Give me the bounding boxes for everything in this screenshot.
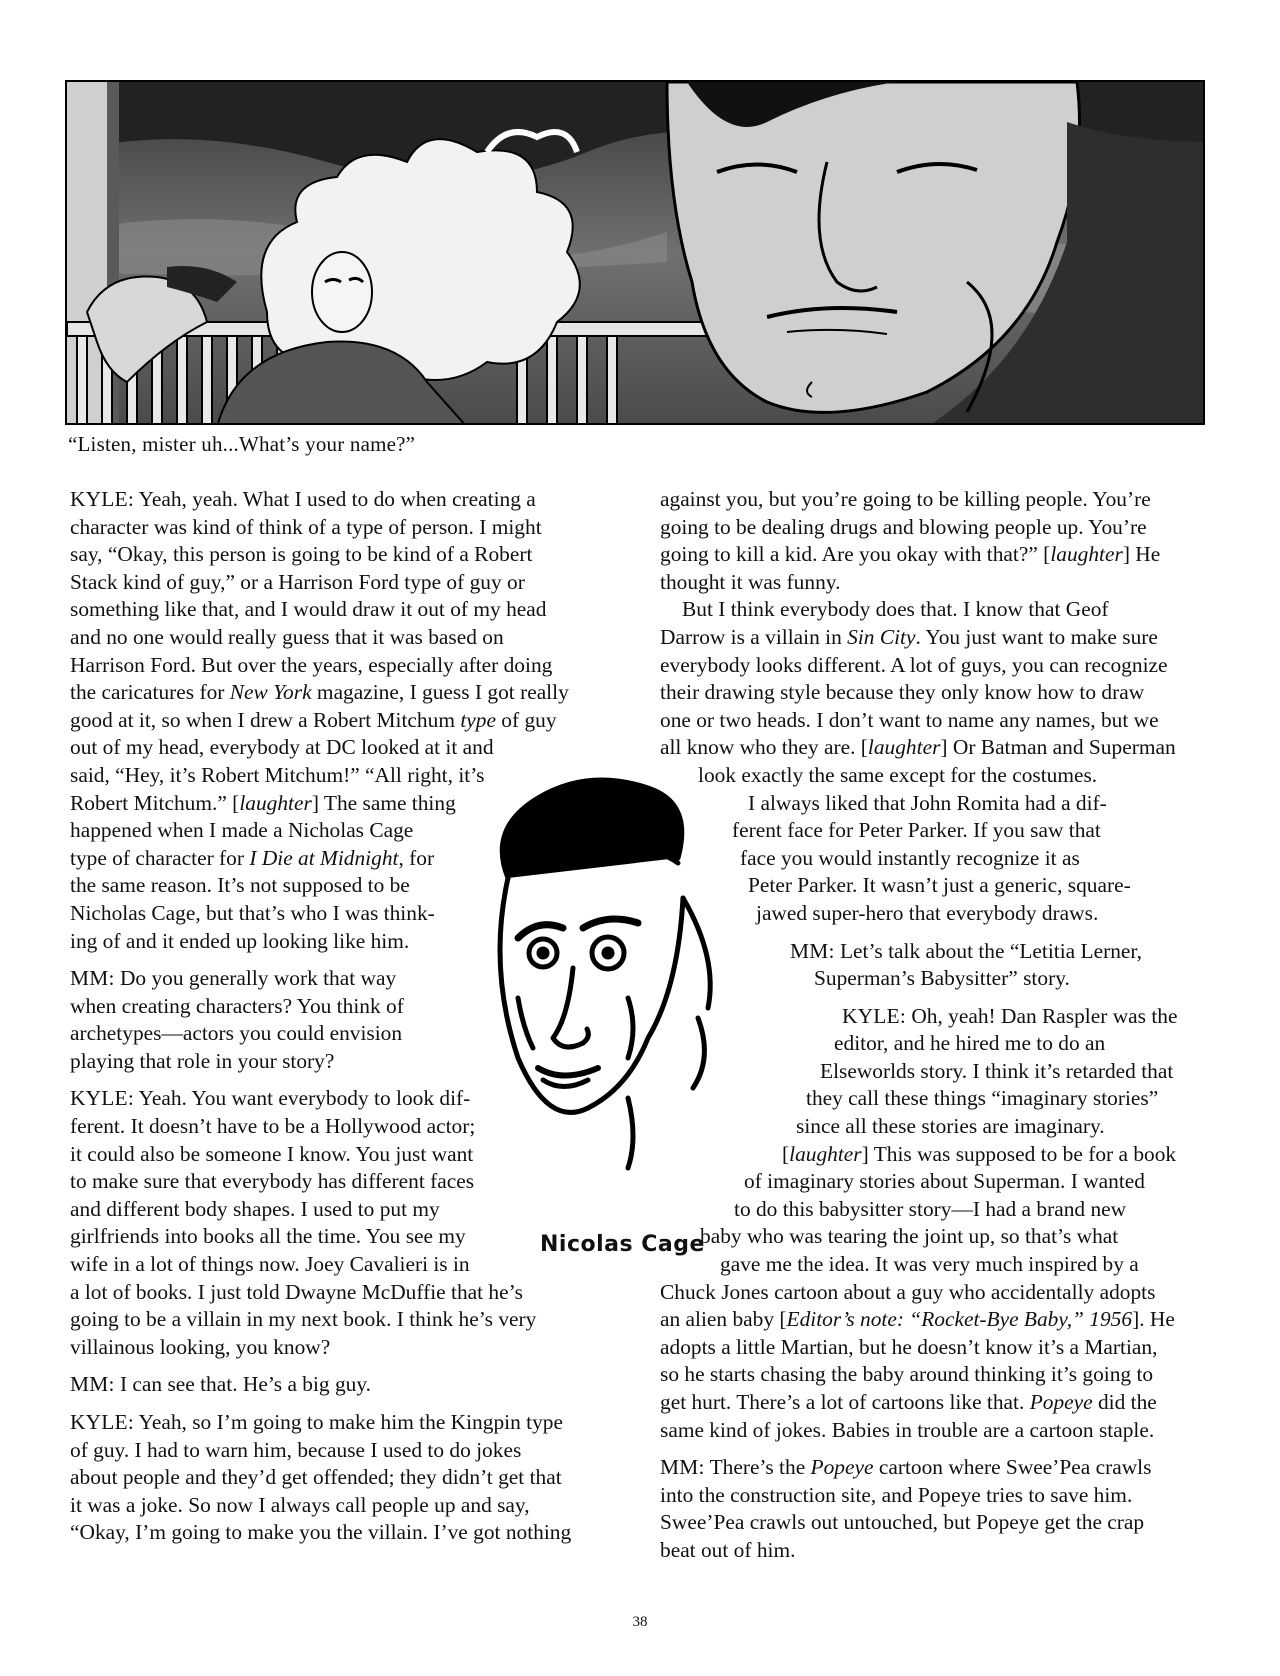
text-line: Darrow is a villain in Sin City. You just want to make sure — [660, 624, 1158, 649]
text-line: girlfriends into books all the time. You see my — [70, 1224, 466, 1249]
magazine-title: New York — [229, 680, 312, 705]
paragraph — [70, 1371, 615, 1399]
portrait-label: Nicolas Cage — [540, 1232, 705, 1257]
text-line: look exactly the same except for the costumes. — [698, 762, 1098, 787]
text-line: face you would instantly recognize it as — [740, 845, 1080, 870]
text-line: editor, and he hired me to do an — [834, 1031, 1106, 1056]
text-line: Yeah, yeah. What I used to do when creating a — [138, 487, 536, 511]
caricature-drawing — [478, 768, 738, 1228]
text-line: of guy. I had to warn him, because I used to do jokes — [70, 1437, 522, 1462]
text-line: archetypes—actors you could envision — [70, 1021, 403, 1046]
text-line: “Okay, I’m going to make you the villain. I’ve got nothing — [70, 1520, 572, 1545]
text-line: against you, but you’re going to be killing people. You’re — [660, 487, 1151, 511]
paragraph — [660, 486, 1205, 596]
text-line: to make sure that everybody has different faces — [70, 1169, 475, 1194]
text-line: Do you generally work that way — [119, 966, 397, 991]
text-line: their drawing style because they only know how to draw — [660, 680, 1145, 705]
comic-panel-art — [67, 82, 1205, 425]
text-line: Let’s talk about the “Letitia Lerner, — [839, 938, 1143, 963]
text-line: about people and they’d get offended; they didn’t get that — [70, 1465, 562, 1490]
paragraph — [660, 938, 1205, 993]
text-line: [laughter] This was supposed to be for a book — [782, 1141, 1177, 1166]
speaker-label: KYLE: — [70, 487, 134, 511]
page-number: 38 — [632, 1614, 648, 1630]
text-line: Harrison Ford. But over the years, especially after doing — [70, 652, 553, 677]
text-line: when creating characters? You think of — [70, 993, 404, 1018]
text-line: jawed super-hero that everybody draws. — [756, 900, 1099, 925]
text-line: Stack kind of guy,” or a Harrison Ford type of guy or — [70, 569, 525, 594]
text-line: beat out of him. — [660, 1537, 796, 1562]
text-line: But I think everybody does that. I know that Geof — [682, 597, 1109, 622]
book-title: I Die at Midnight — [249, 845, 399, 870]
text-line: Swee’Pea crawls out untouched, but Popeye get the crap — [660, 1510, 1145, 1535]
text-line: playing that role in your story? — [70, 1048, 335, 1073]
right-column — [660, 486, 1205, 1565]
speaker-label: MM: — [660, 1455, 705, 1480]
text-line: so he starts chasing the baby around thinking it’s going to — [660, 1362, 1154, 1387]
paragraph — [660, 1003, 1205, 1445]
text-line: Chuck Jones cartoon about a guy who accidentally adopts — [660, 1279, 1156, 1304]
text-line: baby who was tearing the joint up, so that’s what — [700, 1224, 1119, 1249]
text-line: the caricatures for New York magazine, I guess I got really — [70, 680, 569, 705]
text-line: going to kill a kid. Are you okay with that?” [laughter] He — [660, 542, 1161, 567]
paragraph — [660, 790, 1205, 928]
comic-panel-illustration — [65, 80, 1205, 425]
text-line: say, “Okay, this person is going to be kind of a Robert — [70, 542, 533, 567]
text-line: all know who they are. [laughter] Or Batman and Superman — [660, 735, 1176, 760]
text-line: it could also be someone I know. You just want — [70, 1141, 474, 1166]
text-line: and no one would really guess that it was based on — [70, 624, 504, 649]
text-line: one or two heads. I don’t want to name any names, but we — [660, 707, 1159, 732]
text-line: and different body shapes. I used to put my — [70, 1196, 440, 1221]
speaker-label: KYLE: — [70, 1086, 134, 1111]
text-line: Elseworlds story. I think it’s retarded that — [820, 1058, 1174, 1083]
text-line: everybody looks different. A lot of guys, you can recognize — [660, 652, 1168, 677]
text-line: character was kind of think of a type of person. I might — [70, 514, 542, 539]
text-line: thought it was funny. — [660, 569, 841, 594]
text-line: of imaginary stories about Superman. I wanted — [744, 1169, 1145, 1194]
text-line: Robert Mitchum.” [laughter] The same thing — [70, 790, 456, 815]
text-line: Superman’s Babysitter” story. — [814, 966, 1070, 991]
caricature-portrait — [478, 768, 738, 1228]
text-line: Oh, yeah! Dan Raspler was the — [911, 1003, 1178, 1028]
speaker-label: KYLE: — [842, 1003, 906, 1028]
text-line: the same reason. It’s not supposed to be — [70, 873, 410, 898]
text-line: happened when I made a Nicholas Cage — [70, 818, 414, 843]
paragraph — [660, 596, 1205, 789]
text-line: get hurt. There’s a lot of cartoons like that. Popeye did the — [660, 1390, 1157, 1414]
text-line: going to be dealing drugs and blowing people up. You’re — [660, 514, 1147, 539]
text-line: I always liked that John Romita had a dif- — [748, 790, 1107, 815]
text-line: adopts a little Martian, but he doesn’t know it’s a Martian, — [660, 1334, 1158, 1359]
text-line: wife in a lot of things now. Joey Cavalieri is in — [70, 1252, 470, 1277]
text-line: ferent. It doesn’t have to be a Hollywood actor; — [70, 1114, 476, 1139]
speaker-label: MM: — [70, 966, 115, 991]
text-line: out of my head, everybody at DC looked at it and — [70, 735, 494, 760]
text-line: ferent face for Peter Parker. If you saw that — [732, 818, 1101, 843]
text-line: I can see that. He’s a big guy. — [119, 1372, 372, 1397]
comic-title: Sin City — [847, 624, 916, 649]
text-line: type of character for I Die at Midnight, for — [70, 845, 435, 870]
text-line: Yeah, so I’m going to make him the Kingpin type — [138, 1410, 563, 1434]
text-line: they call these things “imaginary stories” — [806, 1086, 1159, 1111]
editor-note: Editor’s note: “Rocket-Bye Baby,” 1956 — [786, 1307, 1133, 1332]
paragraph — [70, 1409, 615, 1547]
speaker-label: KYLE: — [70, 1410, 134, 1434]
text-line: same kind of jokes. Babies in trouble are a cartoon staple. — [660, 1417, 1155, 1442]
text-line: it was a joke. So now I always call people up and say, — [70, 1492, 530, 1517]
text-line: Peter Parker. It wasn’t just a generic, square- — [748, 873, 1131, 898]
text-line: something like that, and I would draw it out of my head — [70, 597, 547, 622]
text-line: good at it, so when I drew a Robert Mitchum type of guy — [70, 707, 557, 732]
text-line: since all these stories are imaginary. — [796, 1114, 1105, 1139]
text-line: a lot of books. I just told Dwayne McDuffie that he’s — [70, 1279, 523, 1304]
text-line: an alien baby [Editor’s note: “Rocket-Bye Baby,” 1956]. He — [660, 1307, 1175, 1332]
text-line: said, “Hey, it’s Robert Mitchum!” “All right, it’s — [70, 762, 485, 787]
text-line: ing of and it ended up looking like him. — [70, 928, 410, 953]
panel-caption: “Listen, mister uh...What’s your name?” — [68, 432, 416, 456]
paragraph: MM: There’s the Popeye cartoon where Swee’Pea crawls into the construction site, and Popeye tries to save him. Swee’Pea crawls out untouched, but Popeye get the crap beat out of him. — [660, 1454, 1205, 1564]
text-line: gave me the idea. It was very much inspired by a — [720, 1252, 1139, 1277]
text-line: Nicholas Cage, but that’s who I was think- — [70, 900, 435, 925]
text-line: going to be a villain in my next book. I think he’s very — [70, 1307, 537, 1332]
text-line: Yeah. You want everybody to look dif- — [138, 1086, 471, 1111]
speaker-label: MM: — [70, 1372, 115, 1397]
speaker-label: MM: — [790, 938, 835, 963]
text-line: into the construction site, and Popeye tries to save him. — [660, 1482, 1133, 1507]
text-line: to do this babysitter story—I had a brand new — [734, 1196, 1127, 1221]
text-line: villainous looking, you know? — [70, 1334, 331, 1359]
